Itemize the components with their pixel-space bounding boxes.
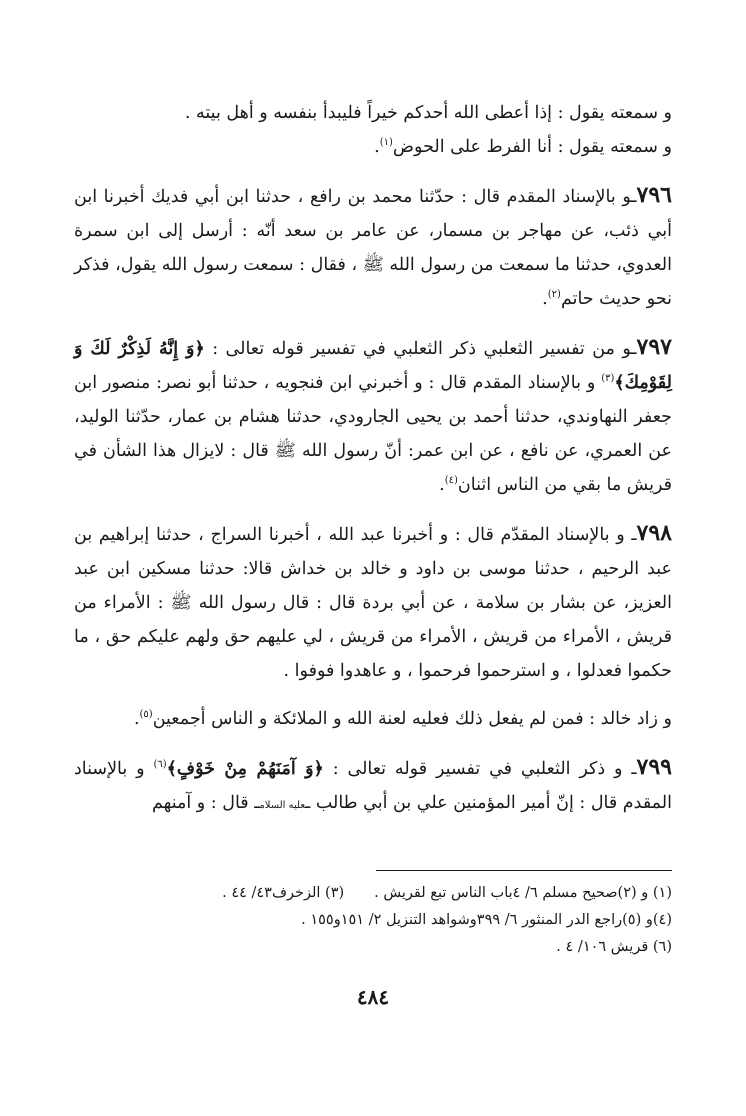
intro-line-1 (74, 96, 672, 130)
entry-tail: . (542, 289, 548, 309)
entry-number: ٧٩٨ (636, 520, 672, 546)
honorific: عليه السلام (259, 800, 306, 811)
quran-verse: ﴿وَ آمَنَهُمْ مِنْ خَوْفٍ﴾ (166, 759, 324, 779)
intro-line-2-text: و سمعته يقول : أنا الفرط على الحوض (392, 137, 672, 157)
entry-text: ـو من تفسير الثعلبي ذكر الثعلبي في تفسير قوله تعالى : (212, 339, 637, 359)
entry-text: ـ و بالإسناد المقدّم قال : و أخبرنا عبد الله ، أخبرنا السراج ، حدثنا إبراهيم بن عبد الرحيم ، حدثنا موسى بن داود و خالد بن خداش قالا: حدثنا مسكين ابن عبد العزيز، عن بشار بن سلامة ، عن أبي بردة قال : قال رسول الله ﷺ : الأمراء من قريش ، الأمراء من قريش ، الأمراء من قريش ، لي عليهم حق ولهم عليكم حق ، ما حكموا فعدلوا ، و استرحموا فرحموا ، و عاهدوا فوفوا . (74, 525, 672, 681)
entry-text: ـو بالإسناد المقدم قال : حدّثنا محمد بن رافع ، حدثنا ابن أبي فديك أخبرنا ابن أبي ذئب، عن مهاجر بن مسمار، عن عامر بن سعد أنّه : أرسل إلى ابن سمرة العدوي، حدثنا ما سمعت من رسول الله ﷺ ، فقال : سمعت رسول الله يقول، فذكر نحو حديث حاتم (74, 187, 672, 309)
addition-text: و زاد خالد : فمن لم يفعل ذلك فعليه لعنة الله و الملائكة و الناس أجمعين (152, 709, 672, 729)
entry-text-continued: و بالإسناد المقدم قال : إنّ أمير المؤمنين علي بن أبي طالب ـ (74, 759, 672, 813)
entry-797 (74, 330, 672, 502)
footnote-ref: (٦) (153, 759, 167, 771)
entry-number: ٧٩٧ (636, 334, 672, 360)
main-text (74, 96, 672, 823)
footnote-line-1 (74, 880, 672, 907)
entry-796 (74, 178, 672, 316)
footnote-ref: (٢) (547, 289, 561, 301)
footnote-text: (١) و (٢)صحيح مسلم ٦/ ٤باب الناس تبع لقريش . (374, 885, 672, 901)
entry-799 (74, 750, 672, 823)
entry-798-addition (74, 702, 672, 736)
addition-tail: . (133, 709, 140, 729)
quran-verse: ﴿وَ إِنَّهُ لَذِكْرٌ لَكَ وَ لِقَوْمِكَ﴾ (74, 339, 672, 393)
entry-tail: . (439, 475, 445, 495)
footnote-text: (٤)و (٥)راجع الدر المنثور ٦/ ٣٩٩وشواهد التنزيل ٢/ ١٥١و١٥٥ . (301, 912, 672, 928)
entry-798 (74, 516, 672, 688)
footnote-line-2 (74, 907, 672, 934)
entry-text-continued: و بالإسناد المقدم قال : و أخبرني ابن فنجويه ، حدثنا أبو نصر: منصور ابن جعفر النهاوندي، حدثنا أحمد بن يحيى الجارودي، حدثنا هشام بن عمار، حدّثنا الوليد، عن العمري، عن نافع ، عن ابن عمر: أنّ رسول الله ﷺ قال : لايزال هذا الشأن في قريش ما بقي من الناس اثنان (74, 373, 672, 495)
footnote-ref: (١) (379, 137, 393, 149)
entry-text-end: ـ قال : و آمنهم (152, 793, 260, 813)
footnote-ref: (٣) (601, 373, 615, 385)
footnote-ref: (٥) (139, 709, 153, 721)
entry-text: ـ و ذكر الثعلبي في تفسير قوله تعالى : (332, 759, 637, 779)
footnote-text: (٦) قريش ١٠٦/ ٤ . (556, 939, 672, 955)
intro-line-1-text: و سمعته يقول : إذا أعطى الله أحدكم خيراً فليبدأ بنفسه و أهل بيته . (184, 103, 672, 123)
footnote-line-3 (74, 934, 672, 961)
footnote-ref: (٤) (444, 475, 458, 487)
footnotes (74, 880, 672, 961)
page-number: ٤٨٤ (356, 985, 390, 1009)
footnote-separator (376, 870, 672, 871)
footnote-text: (٣) الزخرف٤٣/ ٤٤ . (222, 885, 345, 901)
entry-number: ٧٩٩ (636, 754, 672, 780)
entry-number: ٧٩٦ (636, 182, 672, 208)
intro-line-2: و سمعته يقول : أنا الفرط على الحوض$^{(١)}$. (374, 137, 672, 157)
